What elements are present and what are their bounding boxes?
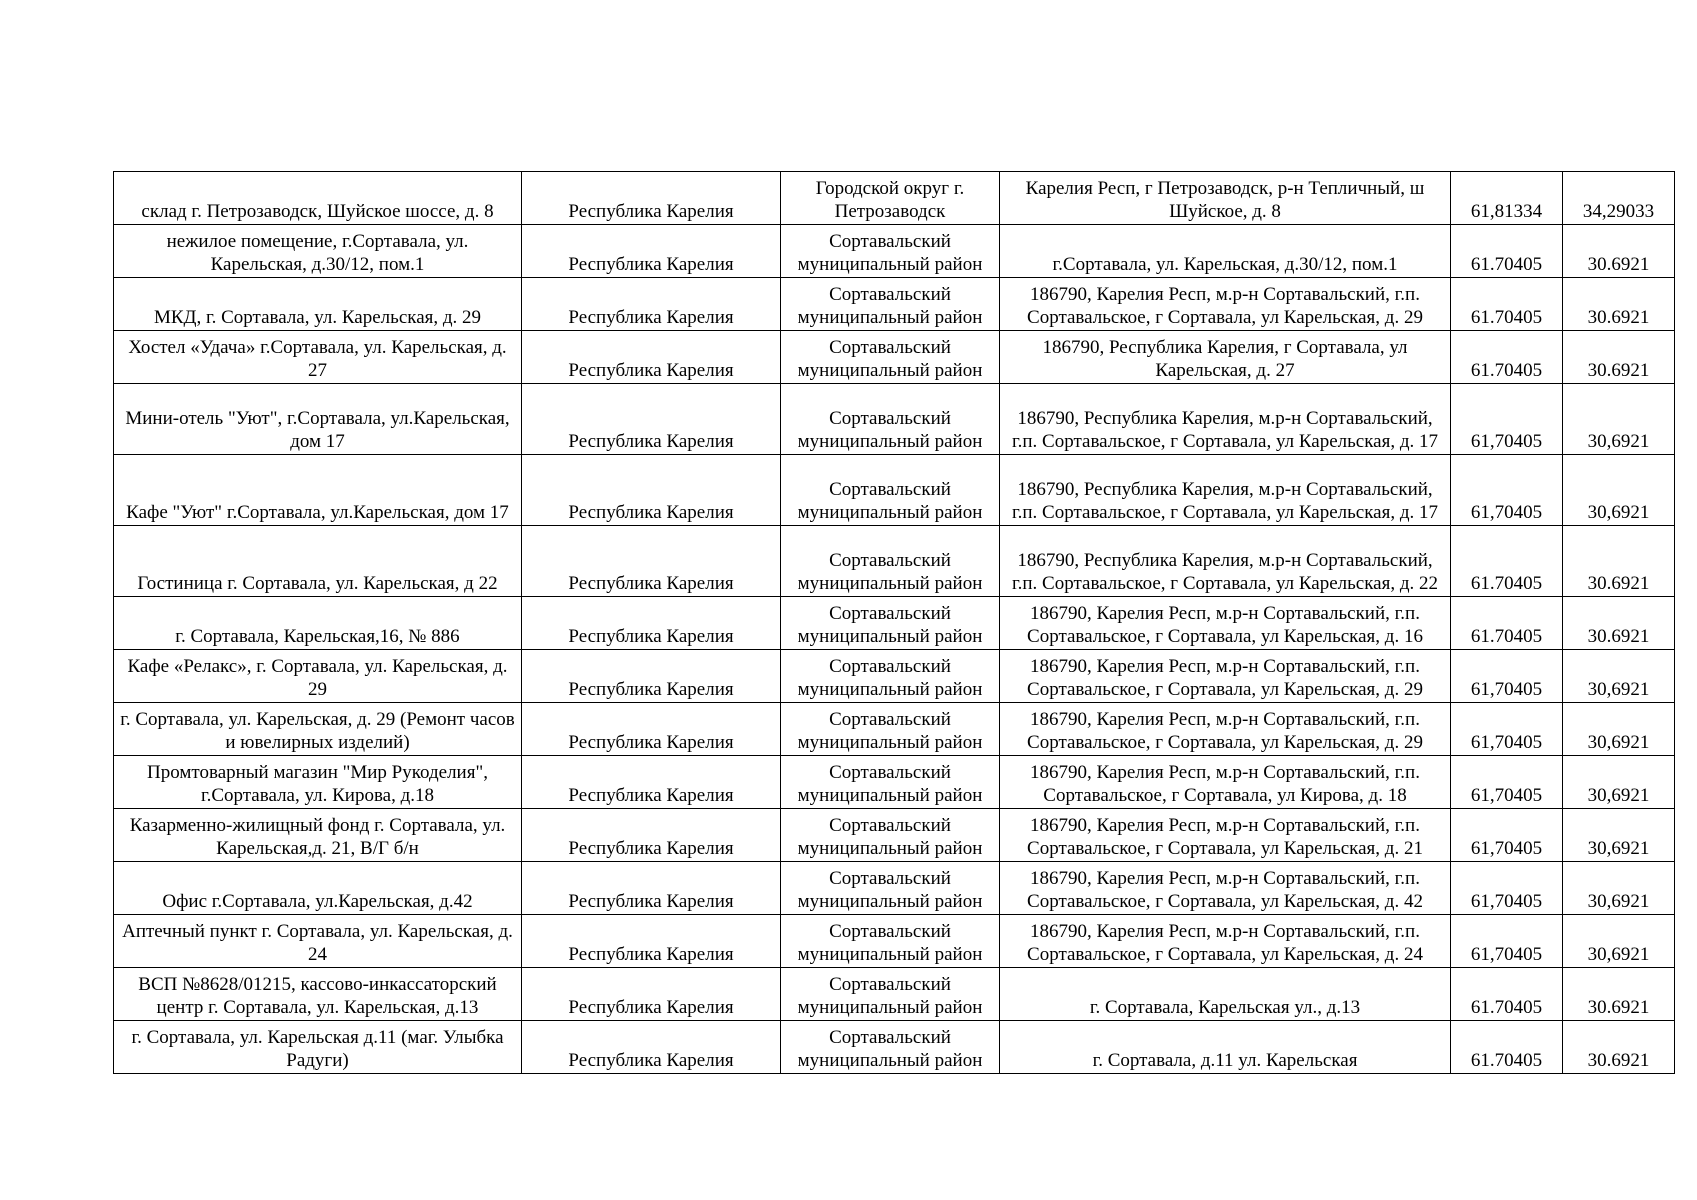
object-name-cell: МКД, г. Сортавала, ул. Карельская, д. 29 <box>114 278 522 331</box>
address-cell: 186790, Республика Карелия, м.р-н Сортавальский, г.п. Сортавальское, г Сортавала, ул Карельская, д. 22 <box>1000 526 1451 597</box>
district-cell: Городской округ г. Петрозаводск <box>781 172 1000 225</box>
region-cell: Республика Карелия <box>522 331 781 384</box>
district-cell: Сортавальский муниципальный район <box>781 225 1000 278</box>
latitude-cell: 61,81334 <box>1451 172 1563 225</box>
address-cell: 186790, Карелия Респ, м.р-н Сортавальский, г.п. Сортавальское, г Сортавала, ул Карельская, д. 16 <box>1000 597 1451 650</box>
latitude-cell: 61.70405 <box>1451 526 1563 597</box>
district-cell: Сортавальский муниципальный район <box>781 915 1000 968</box>
address-cell: 186790, Республика Карелия, м.р-н Сортавальский, г.п. Сортавальское, г Сортавала, ул Карельская, д. 17 <box>1000 455 1451 526</box>
district-cell: Сортавальский муниципальный район <box>781 331 1000 384</box>
object-name-cell: Гостиница г. Сортавала, ул. Карельская, д 22 <box>114 526 522 597</box>
district-cell: Сортавальский муниципальный район <box>781 597 1000 650</box>
latitude-cell: 61.70405 <box>1451 225 1563 278</box>
latitude-cell: 61,70405 <box>1451 384 1563 455</box>
table-row <box>114 809 1675 862</box>
object-name-cell: г. Сортавала, ул. Карельская д.11 (маг. Улыбка Радуги) <box>114 1021 522 1074</box>
latitude-cell: 61.70405 <box>1451 278 1563 331</box>
district-cell: Сортавальский муниципальный район <box>781 703 1000 756</box>
address-cell: 186790, Карелия Респ, м.р-н Сортавальский, г.п. Сортавальское, г Сортавала, ул Карельская, д. 29 <box>1000 703 1451 756</box>
region-cell: Республика Карелия <box>522 756 781 809</box>
region-cell: Республика Карелия <box>522 225 781 278</box>
object-name-cell: Казарменно-жилищный фонд г. Сортавала, ул. Карельская,д. 21, В/Г б/н <box>114 809 522 862</box>
longitude-cell: 30,6921 <box>1563 915 1675 968</box>
address-cell: 186790, Карелия Респ, м.р-н Сортавальский, г.п. Сортавальское, г Сортавала, ул Карельская, д. 42 <box>1000 862 1451 915</box>
latitude-cell: 61,70405 <box>1451 703 1563 756</box>
table-row <box>114 756 1675 809</box>
object-name-cell: нежилое помещение, г.Сортавала, ул. Карельская, д.30/12, пом.1 <box>114 225 522 278</box>
longitude-cell: 30,6921 <box>1563 650 1675 703</box>
longitude-cell: 30.6921 <box>1563 968 1675 1021</box>
region-cell: Республика Карелия <box>522 862 781 915</box>
longitude-cell: 30.6921 <box>1563 331 1675 384</box>
latitude-cell: 61.70405 <box>1451 597 1563 650</box>
longitude-cell: 30.6921 <box>1563 225 1675 278</box>
region-cell: Республика Карелия <box>522 172 781 225</box>
address-cell: 186790, Карелия Респ, м.р-н Сортавальский, г.п. Сортавальское, г Сортавала, ул Карельская, д. 29 <box>1000 650 1451 703</box>
district-cell: Сортавальский муниципальный район <box>781 968 1000 1021</box>
object-name-cell: г. Сортавала, Карельская,16, № 886 <box>114 597 522 650</box>
longitude-cell: 30,6921 <box>1563 703 1675 756</box>
latitude-cell: 61,70405 <box>1451 650 1563 703</box>
longitude-cell: 30,6921 <box>1563 756 1675 809</box>
address-cell: г. Сортавала, д.11 ул. Карельская <box>1000 1021 1451 1074</box>
table-row <box>114 597 1675 650</box>
table-row <box>114 278 1675 331</box>
region-cell: Республика Карелия <box>522 1021 781 1074</box>
region-cell: Республика Карелия <box>522 915 781 968</box>
district-cell: Сортавальский муниципальный район <box>781 384 1000 455</box>
longitude-cell: 30.6921 <box>1563 1021 1675 1074</box>
table-row <box>114 331 1675 384</box>
table-row <box>114 703 1675 756</box>
district-cell: Сортавальский муниципальный район <box>781 455 1000 526</box>
object-name-cell: Офис г.Сортавала, ул.Карельская, д.42 <box>114 862 522 915</box>
table-row <box>114 526 1675 597</box>
district-cell: Сортавальский муниципальный район <box>781 278 1000 331</box>
district-cell: Сортавальский муниципальный район <box>781 650 1000 703</box>
object-name-cell: Мини-отель "Уют", г.Сортавала, ул.Карельская, дом 17 <box>114 384 522 455</box>
address-cell: Карелия Респ, г Петрозаводск, р-н Тепличный, ш Шуйское, д. 8 <box>1000 172 1451 225</box>
region-cell: Республика Карелия <box>522 703 781 756</box>
object-name-cell: Хостел «Удача» г.Сортавала, ул. Карельская, д. 27 <box>114 331 522 384</box>
longitude-cell: 30,6921 <box>1563 809 1675 862</box>
district-cell: Сортавальский муниципальный район <box>781 756 1000 809</box>
table-row <box>114 650 1675 703</box>
district-cell: Сортавальский муниципальный район <box>781 862 1000 915</box>
address-cell: 186790, Республика Карелия, г Сортавала, ул Карельская, д. 27 <box>1000 331 1451 384</box>
latitude-cell: 61,70405 <box>1451 455 1563 526</box>
district-cell: Сортавальский муниципальный район <box>781 526 1000 597</box>
latitude-cell: 61,70405 <box>1451 756 1563 809</box>
latitude-cell: 61,70405 <box>1451 915 1563 968</box>
address-cell: г. Сортавала, Карельская ул., д.13 <box>1000 968 1451 1021</box>
address-cell: 186790, Карелия Респ, м.р-н Сортавальский, г.п. Сортавальское, г Сортавала, ул Кирова, д. 18 <box>1000 756 1451 809</box>
address-cell: 186790, Карелия Респ, м.р-н Сортавальский, г.п. Сортавальское, г Сортавала, ул Карельская, д. 24 <box>1000 915 1451 968</box>
table-row <box>114 455 1675 526</box>
region-cell: Республика Карелия <box>522 597 781 650</box>
object-name-cell: склад г. Петрозаводск, Шуйское шоссе, д. 8 <box>114 172 522 225</box>
latitude-cell: 61.70405 <box>1451 331 1563 384</box>
longitude-cell: 30.6921 <box>1563 597 1675 650</box>
longitude-cell: 30.6921 <box>1563 278 1675 331</box>
region-cell: Республика Карелия <box>522 650 781 703</box>
address-cell: 186790, Карелия Респ, м.р-н Сортавальский, г.п. Сортавальское, г Сортавала, ул Карельская, д. 21 <box>1000 809 1451 862</box>
longitude-cell: 30,6921 <box>1563 455 1675 526</box>
table-row <box>114 915 1675 968</box>
region-cell: Республика Карелия <box>522 526 781 597</box>
district-cell: Сортавальский муниципальный район <box>781 1021 1000 1074</box>
longitude-cell: 30,6921 <box>1563 862 1675 915</box>
latitude-cell: 61.70405 <box>1451 968 1563 1021</box>
table-row <box>114 172 1675 225</box>
table-row <box>114 968 1675 1021</box>
object-name-cell: г. Сортавала, ул. Карельская, д. 29 (Ремонт часов и ювелирных изделий) <box>114 703 522 756</box>
district-cell: Сортавальский муниципальный район <box>781 809 1000 862</box>
region-cell: Республика Карелия <box>522 278 781 331</box>
object-name-cell: Промтоварный магазин "Мир Рукоделия", г.Сортавала, ул. Кирова, д.18 <box>114 756 522 809</box>
object-name-cell: Кафе "Уют" г.Сортавала, ул.Карельская, дом 17 <box>114 455 522 526</box>
region-cell: Республика Карелия <box>522 809 781 862</box>
objects-table <box>113 171 1675 1074</box>
latitude-cell: 61,70405 <box>1451 862 1563 915</box>
longitude-cell: 30.6921 <box>1563 526 1675 597</box>
longitude-cell: 34,29033 <box>1563 172 1675 225</box>
object-name-cell: Аптечный пункт г. Сортавала, ул. Карельская, д. 24 <box>114 915 522 968</box>
table-row <box>114 384 1675 455</box>
object-name-cell: Кафе «Релакс», г. Сортавала, ул. Карельская, д. 29 <box>114 650 522 703</box>
longitude-cell: 30,6921 <box>1563 384 1675 455</box>
address-cell: 186790, Республика Карелия, м.р-н Сортавальский, г.п. Сортавальское, г Сортавала, ул Карельская, д. 17 <box>1000 384 1451 455</box>
region-cell: Республика Карелия <box>522 455 781 526</box>
latitude-cell: 61.70405 <box>1451 1021 1563 1074</box>
table-row <box>114 1021 1675 1074</box>
region-cell: Республика Карелия <box>522 384 781 455</box>
region-cell: Республика Карелия <box>522 968 781 1021</box>
address-cell: г.Сортавала, ул. Карельская, д.30/12, пом.1 <box>1000 225 1451 278</box>
address-cell: 186790, Карелия Респ, м.р-н Сортавальский, г.п. Сортавальское, г Сортавала, ул Карельская, д. 29 <box>1000 278 1451 331</box>
object-name-cell: ВСП №8628/01215, кассово-инкассаторский центр г. Сортавала, ул. Карельская, д.13 <box>114 968 522 1021</box>
table-row <box>114 225 1675 278</box>
table-row <box>114 862 1675 915</box>
latitude-cell: 61,70405 <box>1451 809 1563 862</box>
